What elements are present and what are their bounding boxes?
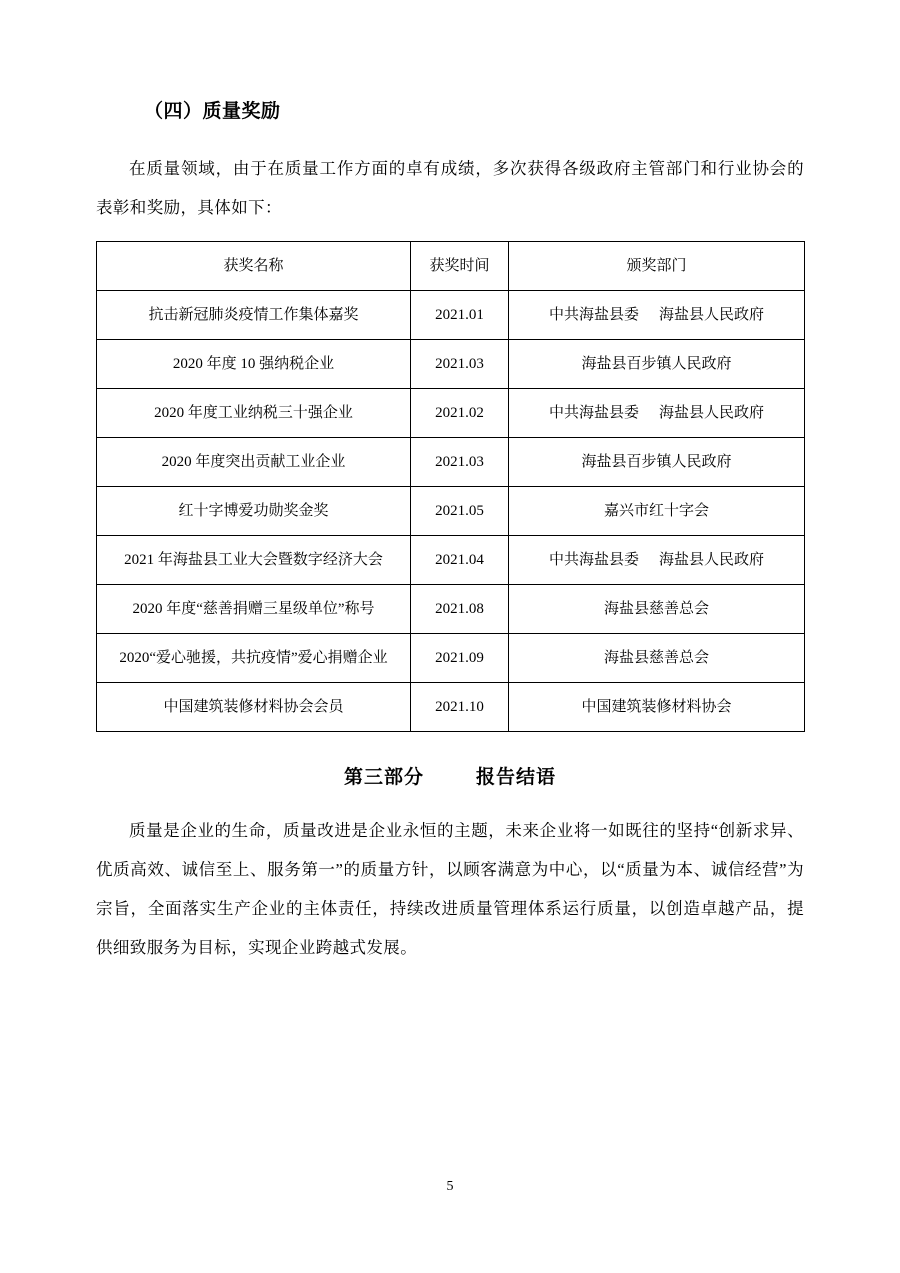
cell-award-dept: 中共海盐县委 海盐县人民政府	[509, 389, 805, 438]
cell-award-date: 2021.02	[411, 389, 509, 438]
cell-award-date: 2021.09	[411, 634, 509, 683]
cell-award-dept: 中共海盐县委 海盐县人民政府	[509, 291, 805, 340]
cell-award-dept: 海盐县慈善总会	[509, 585, 805, 634]
section-heading: （四）质量奖励	[144, 101, 281, 122]
cell-award-name: 2020 年度“慈善捐赠三星级单位”称号	[97, 585, 411, 634]
column-header-name: 获奖名称	[97, 242, 411, 291]
column-header-dept: 颁奖部门	[509, 242, 805, 291]
part-title	[96, 762, 804, 789]
table-header-row	[97, 242, 805, 291]
closing-paragraph: 质量是企业的生命，质量改进是企业永恒的主题，未来企业将一如既往的坚持“创新求异、优质高效、诚信至上、服务第一”的质量方针，以顾客满意为中心，以“质量为本、诚信经营”为宗旨，全面落实生产企业的主体责任，持续改进质量管理体系运行质量，以创造卓越产品，提供细致服务为目标，实现企业跨越式发展。	[96, 821, 804, 957]
cell-award-dept: 中共海盐县委 海盐县人民政府	[509, 536, 805, 585]
cell-award-name: 抗击新冠肺炎疫情工作集体嘉奖	[97, 291, 411, 340]
cell-award-dept: 中国建筑装修材料协会	[509, 683, 805, 732]
cell-award-name: 2021 年海盐县工业大会暨数字经济大会	[97, 536, 411, 585]
table-row	[97, 291, 805, 340]
part-title-right: 报告结语	[476, 767, 557, 788]
cell-award-date: 2021.10	[411, 683, 509, 732]
cell-award-dept: 海盐县百步镇人民政府	[509, 340, 805, 389]
column-header-date: 获奖时间	[411, 242, 509, 291]
cell-award-date: 2021.05	[411, 487, 509, 536]
cell-award-name: 2020 年度 10 强纳税企业	[97, 340, 411, 389]
cell-award-name: 中国建筑装修材料协会会员	[97, 683, 411, 732]
table-row	[97, 487, 805, 536]
cell-award-date: 2021.08	[411, 585, 509, 634]
cell-award-name: 2020 年度工业纳税三十强企业	[97, 389, 411, 438]
cell-award-name: 2020“爱心驰援，共抗疫情”爱心捐赠企业	[97, 634, 411, 683]
table-row	[97, 438, 805, 487]
cell-award-date: 2021.04	[411, 536, 509, 585]
table-row	[97, 389, 805, 438]
cell-award-dept: 海盐县百步镇人民政府	[509, 438, 805, 487]
cell-award-date: 2021.01	[411, 291, 509, 340]
page-number: 5	[446, 1179, 454, 1194]
cell-award-date: 2021.03	[411, 438, 509, 487]
awards-table	[96, 241, 805, 732]
table-row	[97, 634, 805, 683]
page-content	[96, 96, 804, 967]
cell-award-dept: 海盐县慈善总会	[509, 634, 805, 683]
cell-award-name: 2020 年度突出贡献工业企业	[97, 438, 411, 487]
cell-award-dept: 嘉兴市红十字会	[509, 487, 805, 536]
table-row	[97, 340, 805, 389]
cell-award-name: 红十字博爱功勋奖金奖	[97, 487, 411, 536]
part-title-left: 第三部分	[343, 767, 424, 788]
table-row	[97, 585, 805, 634]
intro-paragraph: 在质量领域，由于在质量工作方面的卓有成绩，多次获得各级政府主管部门和行业协会的表彰和奖励，具体如下：	[96, 159, 804, 217]
table-row	[97, 683, 805, 732]
cell-award-date: 2021.03	[411, 340, 509, 389]
table-row	[97, 536, 805, 585]
